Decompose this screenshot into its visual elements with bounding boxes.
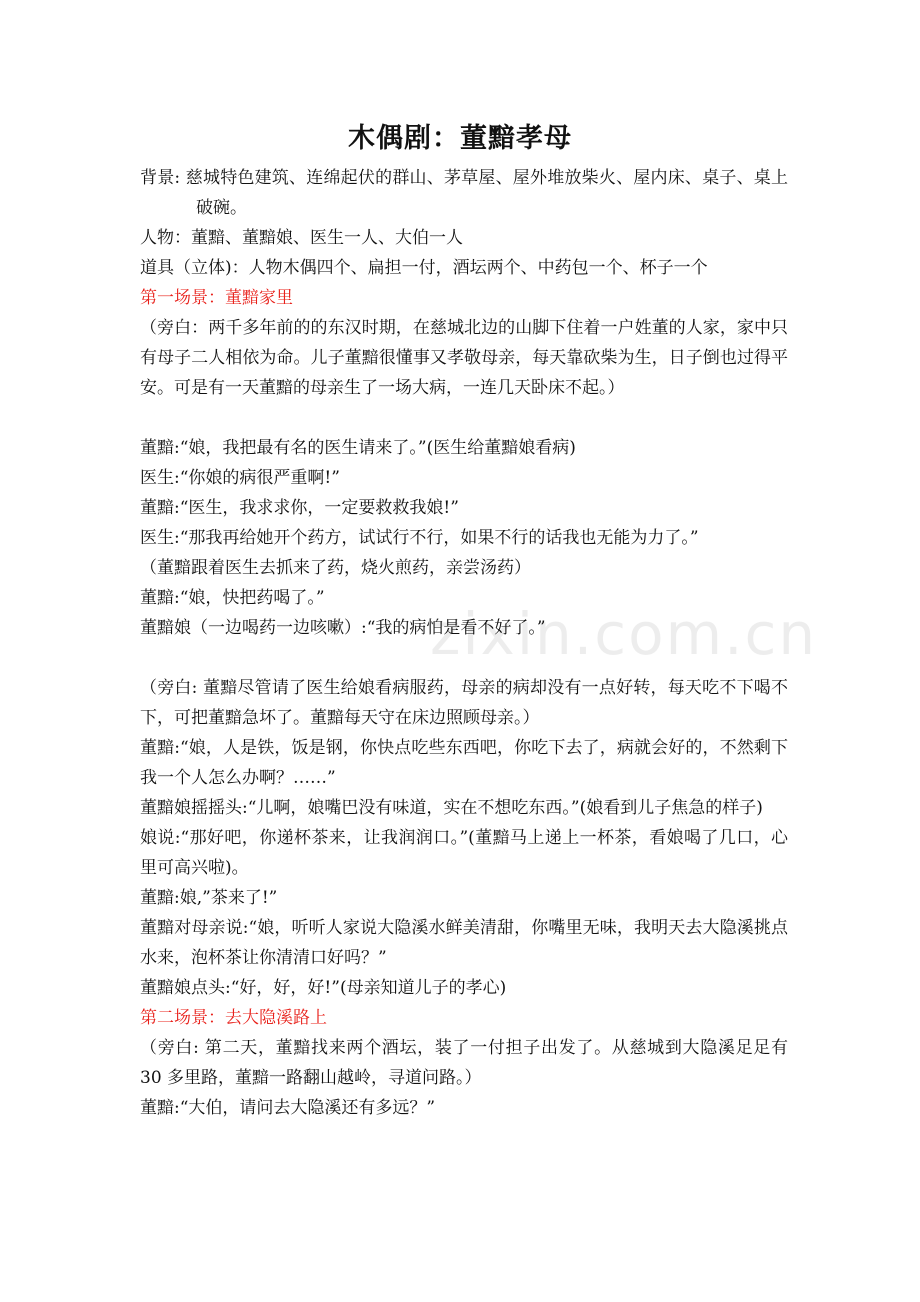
- text-line: 道具（立体)：人物木偶四个、扁担一付，酒坛两个、中药包一个、杯子一个: [140, 258, 708, 278]
- text-line: 董黯:“娘，人是铁，饭是钢，你快点吃些东西吧，你吃下去了，病就会好的，不然剩下我一个人怎么办啊？……”: [140, 738, 788, 788]
- text-line: 董黯:“娘，我把最有名的医生请来了。”(医生给董黯娘看病): [140, 438, 576, 458]
- text-line: 医生:“你娘的病很严重啊!”: [140, 468, 340, 488]
- text-line: 董黯娘点头:“好，好，好!”(母亲知道儿子的孝心): [140, 978, 507, 998]
- text-line: 董黯:“医生，我求求你，一定要救救我娘!”: [140, 498, 459, 518]
- text-line: 董黯娘摇摇头:“儿啊，娘嘴巴没有味道，实在不想吃东西。”(娘看到儿子焦急的样子): [140, 798, 763, 818]
- scene-heading: 第一场景：董黯家里: [140, 288, 293, 308]
- text-line: 娘说:“那好吧，你递杯茶来，让我润润口。”(董黯马上递上一杯茶，看娘喝了几口，心里可高兴啦)。: [140, 828, 788, 878]
- document-body: [140, 163, 788, 1123]
- text-line: 人物：董黯、董黯娘、医生一人、大伯一人: [140, 228, 463, 248]
- page-title: 木偶剧：董黯孝母: [348, 123, 572, 154]
- text-line: （董黯跟着医生去抓来了药，烧火煎药，亲尝汤药）: [140, 558, 531, 578]
- text-line: 董黯对母亲说:“娘，听听人家说大隐溪水鲜美清甜，你嘴里无味，我明天去大隐溪挑点水来，泡杯茶让你清清口好吗？”: [140, 918, 788, 968]
- text-line: 董黯:娘,”茶来了!”: [140, 888, 278, 908]
- watermark: zixin.com.cn: [430, 600, 818, 668]
- blank-line: [140, 643, 788, 673]
- text-line: （旁白：两千多年前的的东汉时期，在慈城北边的山脚下住着一户姓董的人家，家中只有母子二人相依为命。儿子董黯很懂事又孝敬母亲，每天靠砍柴为生，日子倒也过得平安。可是有一天董黯的母亲生了一场大病，一连几天卧床不起。）: [140, 318, 788, 398]
- text-line: （旁白: 第二天，董黯找来两个酒坛，装了一付担子出发了。从慈城到大隐溪足足有 30 多里路，董黯一路翻山越岭，寻道问路。）: [140, 1038, 788, 1088]
- text-line: 背景: 慈城特色建筑、连绵起伏的群山、茅草屋、屋外堆放柴火、屋内床、桌子、桌上破碗。: [140, 168, 788, 218]
- scene-heading: 第二场景：去大隐溪路上: [140, 1008, 327, 1028]
- blank-line: [140, 403, 788, 433]
- text-line: （旁白: 董黯尽管请了医生给娘看病服药，母亲的病却没有一点好转，每天吃不下喝不下，可把董黯急坏了。董黯每天守在床边照顾母亲。）: [140, 678, 788, 728]
- text-line: 董黯娘（一边喝药一边咳嗽）:“我的病怕是看不好了。”: [140, 618, 546, 638]
- text-line: 董黯:“大伯，请问去大隐溪还有多远？”: [140, 1098, 436, 1118]
- text-line: 董黯:“娘，快把药喝了。”: [140, 588, 325, 608]
- text-line: 医生:“那我再给她开个药方，试试行不行，如果不行的话我也无能为力了。”: [140, 528, 699, 548]
